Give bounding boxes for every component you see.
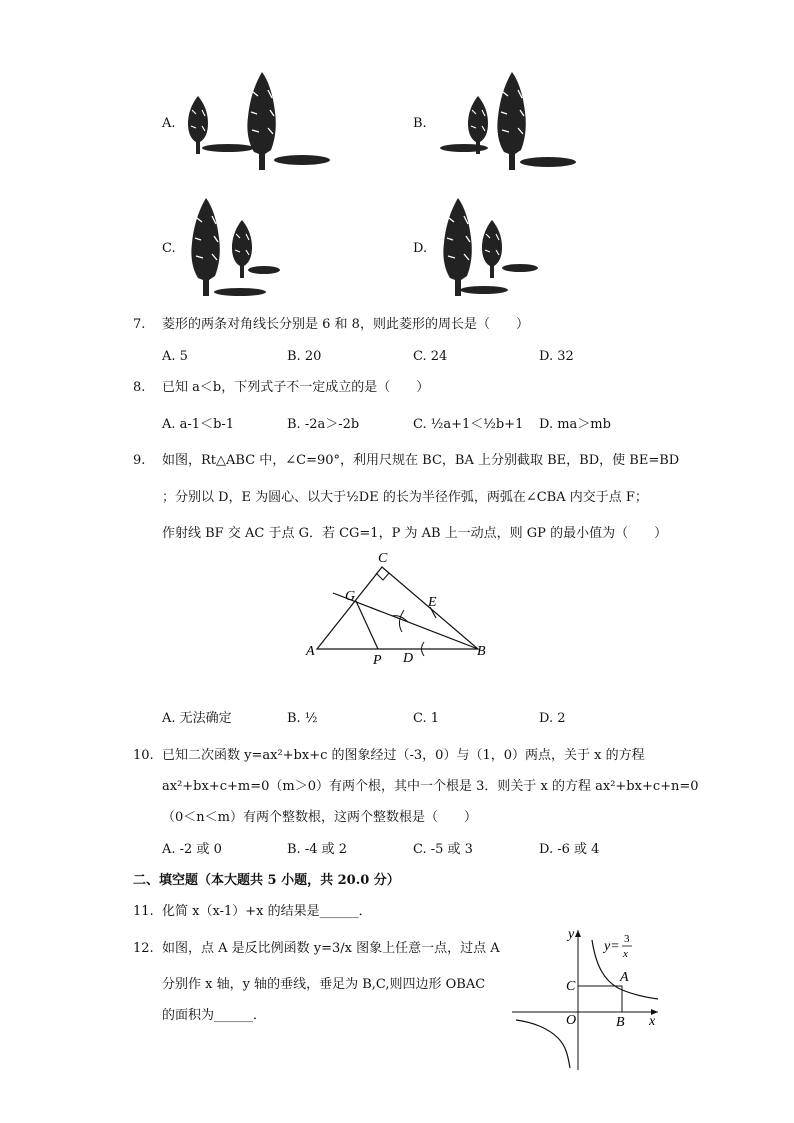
q8-option-a[interactable]: A. a-1＜b-1 [162,417,235,432]
q9-line-2: ；分别以 D，E 为圆心、以大于½DE 的长为半径作弧，两弧在∠CBA 内交于点 F； [162,490,648,505]
q10-option-a[interactable]: A. -2 或 0 [162,842,222,857]
label-g: G [345,589,356,604]
section-2-title: 二、填空题（本大题共 5 小题，共 20.0 分） [133,873,400,888]
tree-figures [0,0,794,310]
q9-line-3: 作射线 BF 交 AC 于点 G．若 CG=1，P 为 AB 上一动点，则 GP 的最小值为（ ） [162,526,668,541]
q10-line-1: 已知二次函数 y=ax²+bx+c 的图象经过（-3，0）与（1，0）两点，关于 x 的方程 [162,748,645,763]
q7-option-b[interactable]: B. 20 [287,349,322,364]
q9-option-c[interactable]: C. 1 [413,711,440,726]
q12-line-3: 的面积为______． [162,1008,267,1023]
option-b-label[interactable]: B. [413,116,427,131]
y-axis-label: y [568,927,575,942]
q10-option-d[interactable]: D. -6 或 4 [539,842,600,857]
point-a-label: A [620,970,629,985]
point-c-label: C [566,979,576,994]
q12-line-2: 分别作 x 轴，y 轴的垂线，垂足为 B,C,则四边形 OBAC [162,977,486,992]
origin-label: O [566,1013,577,1028]
label-c: C [378,551,388,566]
option-c-picture [191,198,280,296]
function-numerator: 3 [624,933,630,945]
q8-number: 8. [133,380,146,395]
q7-option-c[interactable]: C. 24 [413,349,448,364]
q11-stem: 化简 x（x-1）+x 的结果是______． [162,904,372,919]
label-p: P [373,653,382,668]
point-b-label: B [616,1015,625,1030]
label-b: B [477,644,486,659]
q11-number: 11. [133,904,154,919]
triangle-figure [300,548,500,672]
q8-option-b[interactable]: B. -2a＞-2b [287,417,360,432]
option-b-picture [440,72,576,170]
q10-line-3: （0＜n＜m）有两个整数根，这两个整数根是（ ） [162,810,477,825]
q12-number: 12. [133,941,154,956]
function-denominator: x [623,948,628,960]
option-d-picture [443,198,538,296]
option-a-picture [188,72,330,170]
q8-option-c[interactable]: C. ½a+1＜½b+1 [413,417,524,432]
q8-stem: 已知 a＜b，下列式子不一定成立的是（ ） [162,380,430,395]
q7-number: 7. [133,317,146,332]
q12-line-1: 如图，点 A 是反比例函数 y=3/x 图象上任意一点，过点 A [162,941,500,956]
option-c-label[interactable]: C. [162,241,176,256]
q9-number: 9. [133,453,146,468]
label-d: D [403,651,414,666]
q9-line-1: 如图，Rt△ABC 中，∠C=90°，利用尺规在 BC，BA 上分别截取 BE，BD，使 BE=BD [162,453,680,468]
function-label: y= [604,939,620,954]
q10-line-2: ax²+bx+c+m=0（m＞0）有两个根，其中一个根是 3．则关于 x 的方程 ax²+bx+c+n=0 [162,779,699,794]
q7-option-a[interactable]: A. 5 [162,349,188,364]
q7-option-d[interactable]: D. 32 [539,349,574,364]
q10-number: 10. [133,748,154,763]
hyperbola-figure [508,926,668,1072]
option-a-label[interactable]: A. [162,116,176,131]
q9-option-a[interactable]: A. 无法确定 [162,711,232,726]
q9-option-b[interactable]: B. ½ [287,711,318,726]
q10-option-c[interactable]: C. -5 或 3 [413,842,473,857]
q10-option-b[interactable]: B. -4 或 2 [287,842,348,857]
x-axis-label: x [649,1014,656,1029]
option-d-label[interactable]: D. [413,241,428,256]
q9-option-d[interactable]: D. 2 [539,711,566,726]
q8-option-d[interactable]: D. ma＞mb [539,417,611,432]
q7-stem: 菱形的两条对角线长分别是 6 和 8，则此菱形的周长是（ ） [162,317,529,332]
label-a: A [306,644,315,659]
label-e: E [428,595,437,610]
